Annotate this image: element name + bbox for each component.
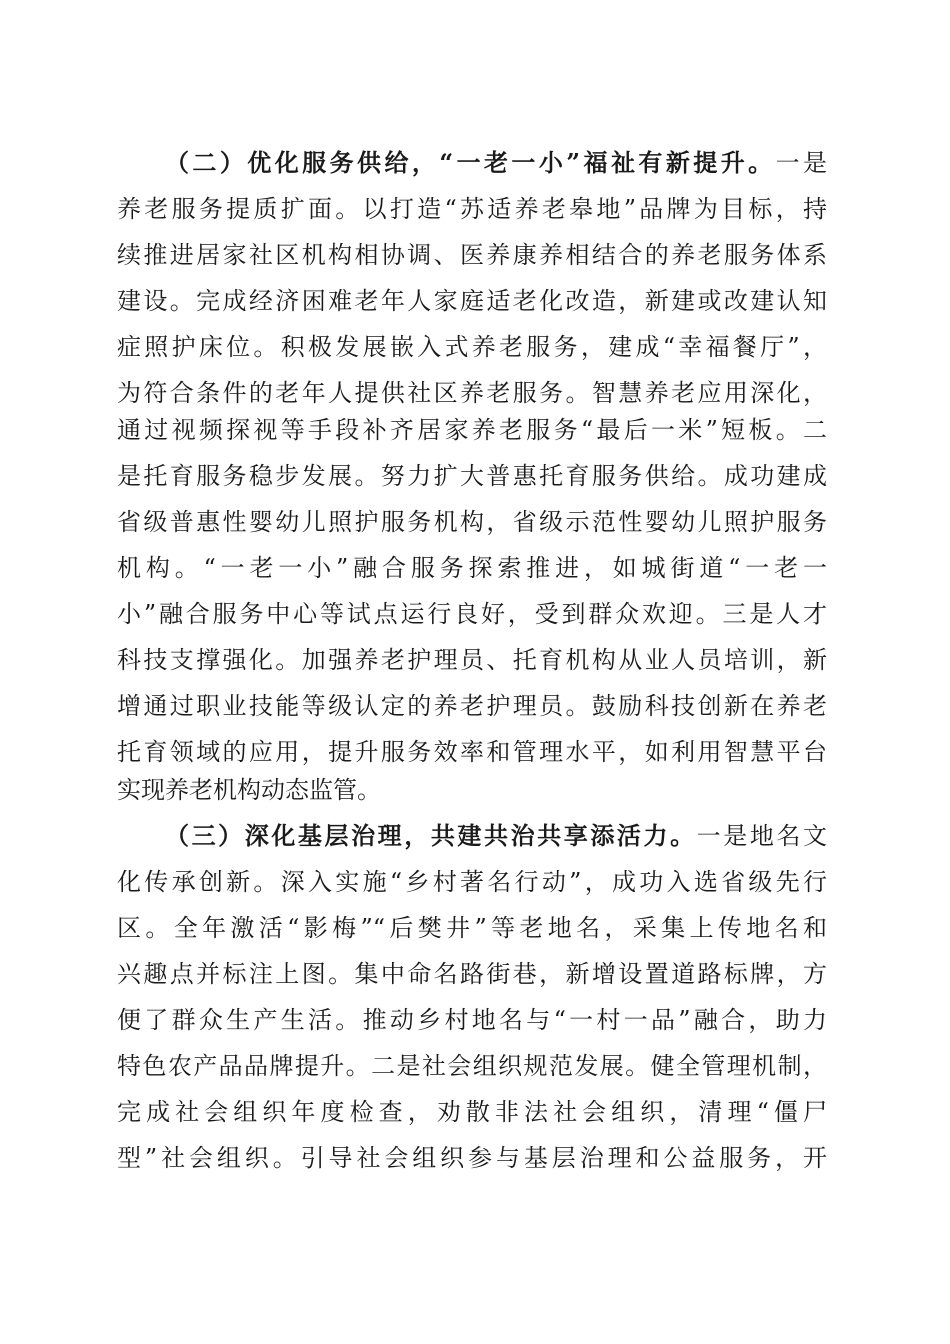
text-line: 养老服务提质扩面。以打造“苏适养老皋地”品牌为目标，持 [117, 195, 827, 223]
text-line: 症照护床位。积极发展嵌入式养老服务，建成“幸福餐厅”， [117, 333, 827, 361]
text-line: 完成社会组织年度检查，劝散非法社会组织，清理“僵尸 [117, 1098, 827, 1126]
section-3-heading-line [165, 814, 827, 858]
text-line: 增通过职业技能等级认定的养老护理员。鼓励科技创新在养老 [117, 692, 827, 720]
text-line: 区。全年激活“影梅”“后樊井”等老地名，采集上传地名和 [117, 914, 827, 942]
text-line: 科技支撑强化。加强养老护理员、托育机构从业人员培训，新 [117, 646, 827, 674]
text-line: 型”社会组织。引导社会组织参与基层治理和公益服务，开 [117, 1144, 827, 1172]
text-line: 通过视频探视等手段补齐居家养老服务“最后一米”短板。二 [117, 416, 827, 444]
section-3-heading: （三）深化基层治理，共建共治共享添活力。 [165, 821, 697, 850]
text-line: 便了群众生产生活。推动乡村地名与“一村一品”融合，助力 [117, 1006, 827, 1034]
text-line: 机构。“一老一小”融合服务探索推进，如城街道“一老一 [117, 554, 827, 582]
text-line: 兴趣点并标注上图。集中命名路街巷，新增设置道路标牌，方 [117, 960, 827, 988]
text-line: 是托育服务稳步发展。努力扩大普惠托育服务供给。成功建成 [117, 462, 827, 490]
text-line: 续推进居家社区机构相协调、医养康养相结合的养老服务体系 [117, 241, 827, 269]
section-2-heading: （二）优化服务供给，“一老一小”福祉有新提升。 [165, 148, 776, 177]
text-line: 化传承创新。深入实施“乡村著名行动”，成功入选省级先行 [117, 868, 827, 896]
text-line: 托育领域的应用，提升服务效率和管理水平，如利用智慧平台 [117, 738, 827, 766]
text-line: 为符合条件的老年人提供社区养老服务。智慧养老应用深化， [117, 379, 827, 407]
text-line: 实现养老机构动态监管。 [117, 776, 381, 804]
text-line: 省级普惠性婴幼儿照护服务机构，省级示范性婴幼儿照护服务 [117, 508, 827, 536]
text-line: 小”融合服务中心等试点运行良好，受到群众欢迎。三是人才 [117, 600, 827, 628]
text-run: 一是 [775, 149, 828, 177]
section-2-heading-line [165, 141, 827, 185]
text-line: 建设。完成经济困难老年人家庭适老化改造，新建或改建认知 [117, 287, 827, 315]
text-run: 一是地名文 [696, 822, 828, 850]
text-line: 特色农产品品牌提升。二是社会组织规范发展。健全管理机制， [117, 1052, 827, 1080]
